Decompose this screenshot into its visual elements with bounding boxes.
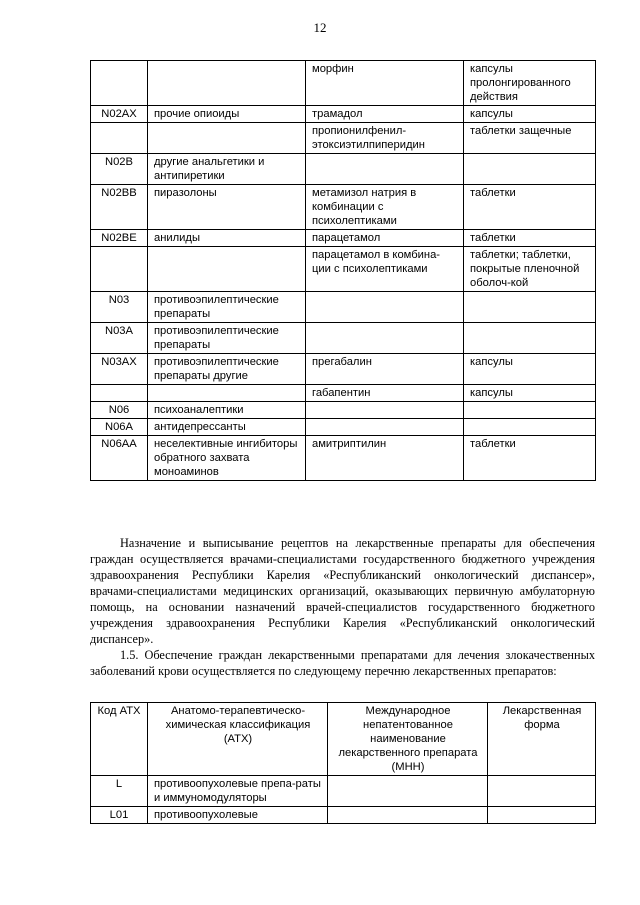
table-row: [91, 123, 596, 154]
inn-cell: [306, 292, 464, 323]
atc-code-cell: [91, 61, 148, 106]
atc-code-cell: N02BB: [91, 185, 148, 230]
inn-cell: морфин: [306, 61, 464, 106]
dosage-form-cell: капсулы пролонгированного действия: [464, 61, 596, 106]
table-row: [91, 776, 596, 807]
dosage-form-cell: капсулы: [464, 354, 596, 385]
atc-class-cell: противоэпилептические препараты: [148, 323, 306, 354]
table-row: [91, 436, 596, 481]
table-row: [91, 185, 596, 230]
table-row: [91, 61, 596, 106]
table-row: [91, 402, 596, 419]
header-atc-code: Код АТХ: [91, 703, 148, 776]
header-row: [91, 703, 596, 776]
dosage-form-cell: [464, 292, 596, 323]
dosage-form-cell: [488, 776, 596, 807]
prescription-paragraph: Назначение и выписывание рецептов на лекарственные препараты для обеспечения граждан осуществляется врачами-специалистами государственного бюджетного учреждения здравоохранения Республики Карелия «Республиканский онкологический диспансер», врачами-специалистами медицинских организаций, оказывающих первичную амбулаторную помощь, на основании назначений врачей-специалистов государственного бюджетного учреждения здравоохранения Республики Карелия «Республиканский онкологический диспансер».: [90, 536, 595, 646]
inn-cell: метамизол натрия в комбинации с психолептиками: [306, 185, 464, 230]
blood-cancer-table-body: [91, 776, 596, 824]
atc-code-cell: N02B: [91, 154, 148, 185]
atc-class-cell: психоаналептики: [148, 402, 306, 419]
dosage-form-cell: таблетки защечные: [464, 123, 596, 154]
inn-cell: трамадол: [306, 106, 464, 123]
inn-cell: [328, 776, 488, 807]
atc-class-cell: противоэпилептические препараты другие: [148, 354, 306, 385]
inn-cell: амитриптилин: [306, 436, 464, 481]
dosage-form-cell: капсулы: [464, 106, 596, 123]
table-row: [91, 419, 596, 436]
atc-code-cell: N06AA: [91, 436, 148, 481]
atc-code-cell: L01: [91, 807, 148, 824]
dosage-form-cell: таблетки: [464, 436, 596, 481]
header-inn: Международное непатентованное наименование лекарственного препарата (МНН): [328, 703, 488, 776]
inn-cell: [306, 154, 464, 185]
atc-code-cell: L: [91, 776, 148, 807]
table-row: [91, 323, 596, 354]
atc-code-cell: [91, 247, 148, 292]
atc-code-cell: N06A: [91, 419, 148, 436]
page-number: 12: [313, 20, 327, 35]
atc-class-cell: [148, 385, 306, 402]
inn-cell: парацетамол: [306, 230, 464, 247]
atc-class-cell: неселективные ингибиторы обратного захвата моноаминов: [148, 436, 306, 481]
atc-code-cell: N06: [91, 402, 148, 419]
table-row: [91, 247, 596, 292]
dosage-form-cell: [464, 323, 596, 354]
atc-class-cell: антидепрессанты: [148, 419, 306, 436]
table-header: [91, 703, 596, 776]
atc-class-cell: противоопухолевые препа-раты и иммуномодуляторы: [148, 776, 328, 807]
inn-cell: габапентин: [306, 385, 464, 402]
atc-class-cell: противоэпилептические препараты: [148, 292, 306, 323]
inn-cell: [306, 419, 464, 436]
table-row: [91, 154, 596, 185]
inn-cell: [306, 402, 464, 419]
drug-table-continued: [90, 60, 596, 481]
atc-code-cell: N03A: [91, 323, 148, 354]
atc-class-cell: анилиды: [148, 230, 306, 247]
atc-class-cell: [148, 123, 306, 154]
atc-class-cell: пиразолоны: [148, 185, 306, 230]
table-row: [91, 106, 596, 123]
atc-class-cell: противоопухолевые: [148, 807, 328, 824]
section-1-5-paragraph: 1.5. Обеспечение граждан лекарственными препаратами для лечения злокачественных заболеваний крови осуществляется по следующему перечню лекарственных препаратов:: [90, 648, 595, 678]
atc-class-cell: [148, 61, 306, 106]
table-row: [91, 385, 596, 402]
dosage-form-cell: капсулы: [464, 385, 596, 402]
blood-cancer-drug-table: [90, 702, 596, 824]
table-row: [91, 354, 596, 385]
header-atc-classification: Анатомо-терапевтическо-химическая классификация (АТХ): [148, 703, 328, 776]
dosage-form-cell: таблетки; таблетки, покрытые пленочной оболоч-кой: [464, 247, 596, 292]
inn-cell: прегабалин: [306, 354, 464, 385]
inn-cell: [328, 807, 488, 824]
atc-class-cell: прочие опиоиды: [148, 106, 306, 123]
drug-table-body: [91, 61, 596, 481]
atc-class-cell: другие анальгетики и антипиретики: [148, 154, 306, 185]
dosage-form-cell: [464, 154, 596, 185]
atc-class-cell: [148, 247, 306, 292]
table-row: [91, 230, 596, 247]
table-row: [91, 807, 596, 824]
atc-code-cell: N02AX: [91, 106, 148, 123]
atc-code-cell: N03: [91, 292, 148, 323]
inn-cell: [306, 323, 464, 354]
dosage-form-cell: [488, 807, 596, 824]
inn-cell: пропионилфенил-этоксиэтилпиперидин: [306, 123, 464, 154]
table-row: [91, 292, 596, 323]
dosage-form-cell: [464, 402, 596, 419]
header-dosage-form: Лекарственная форма: [488, 703, 596, 776]
dosage-form-cell: [464, 419, 596, 436]
atc-code-cell: N02BE: [91, 230, 148, 247]
atc-code-cell: N03AX: [91, 354, 148, 385]
inn-cell: парацетамол в комбина-ции с психолептиками: [306, 247, 464, 292]
dosage-form-cell: таблетки: [464, 230, 596, 247]
atc-code-cell: [91, 123, 148, 154]
atc-code-cell: [91, 385, 148, 402]
dosage-form-cell: таблетки: [464, 185, 596, 230]
